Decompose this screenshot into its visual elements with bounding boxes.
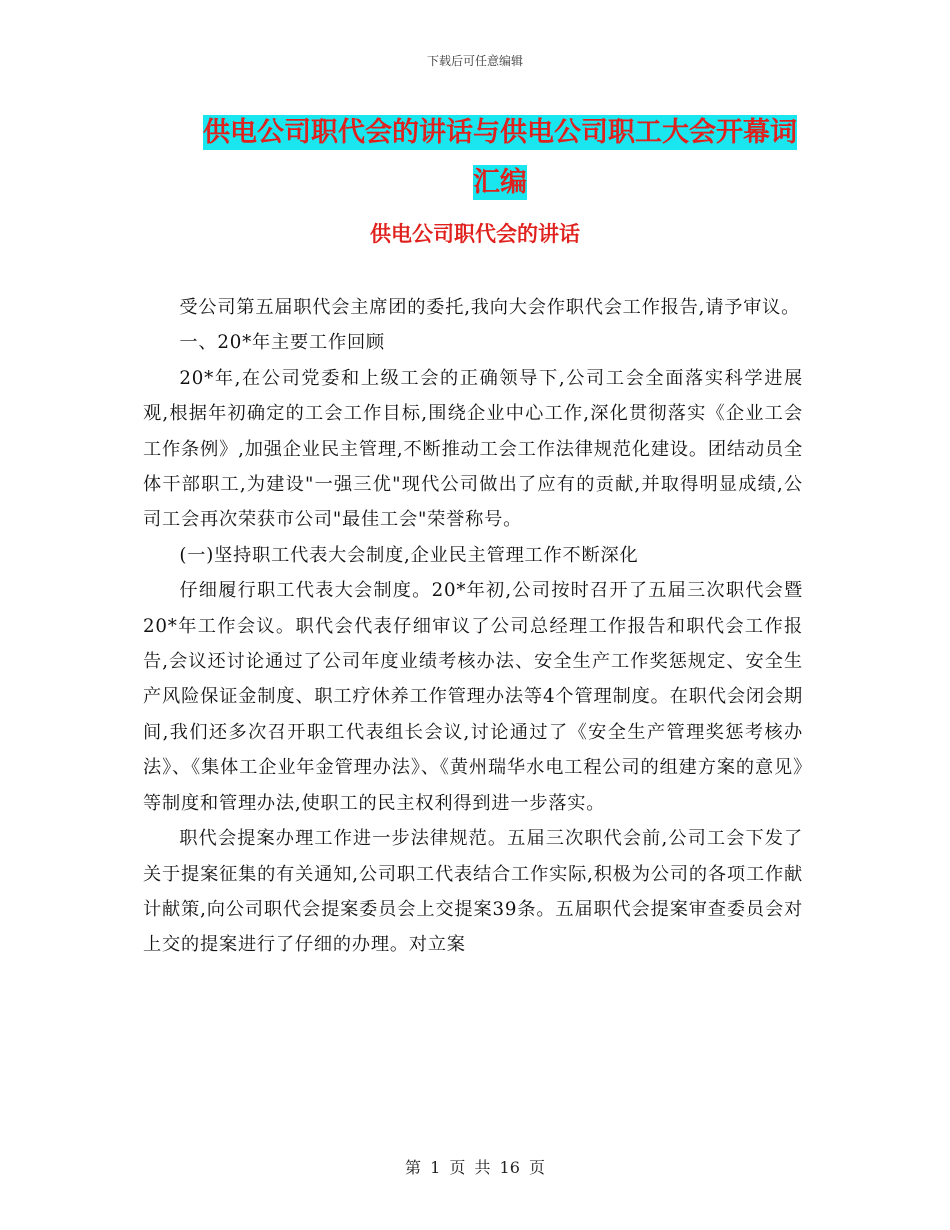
section-heading: 一、20*年主要工作回顾 [179, 332, 385, 354]
paragraph: 仔细履行职工代表大会制度。20*年初,公司按时召开了五届三次职代会暨20*年工作会议。职代会代表仔细审议了公司总经理工作报告和职代会工作报告,会议还讨论通过了公司年度业绩考核办法、安全生产工作奖惩规定、安全生产风险保证金制度、职工疗休养工作管理办法等4个管理制度。在职代会闭会期间,我们还多次召开职工代表组长会议,讨论通过了《安全生产管理奖惩考核办法》、《集体工企业年金管理办法》、《黄州瑞华水电工程公司的组建方案的意见》等制度和管理办法,使职工的民主权利得到进一步落实。 [143, 580, 803, 814]
paragraph: 20*年,在公司党委和上级工会的正确领导下,公司工会全面落实科学进展观,根据年初确定的工会工作目标,围绕企业中心工作,深化贯彻落实《企业工会工作条例》,加强企业民主管理,不断推动工会工作法律规范化建设。团结动员全体干部职工,为建设"一强三优"现代公司做出了应有的贡献,并取得明显成绩,公司工会再次荣获市公司"最佳工会"荣誉称号。 [143, 367, 803, 531]
subsection-heading: (一)坚持职工代表大会制度,企业民主管理工作不断深化 [179, 544, 639, 566]
document-title [190, 108, 810, 208]
paragraph: 职代会提案办理工作进一步法律规范。五届三次职代会前,公司工会下发了关于提案征集的有关通知,公司职工代表结合工作实际,积极为公司的各项工作献计献策,向公司职代会提案委员会上交提案39条。五届职代会提案审查委员会对上交的提案进行了仔细的办理。对立案 [143, 828, 803, 956]
section-title: 供电公司职代会的讲话 [370, 222, 580, 246]
page-number: 第 1 页 共 16 页 [405, 1158, 545, 1177]
document-body [143, 290, 803, 963]
page-header-note: 下载后可任意编辑 [426, 54, 523, 68]
document-title-text: 供电公司职代会的讲话与供电公司职工大会开幕词汇编 [203, 117, 797, 198]
paragraph: 受公司第五届职代会主席团的委托,我向大会作职代会工作报告,请予审议。 [179, 297, 801, 318]
